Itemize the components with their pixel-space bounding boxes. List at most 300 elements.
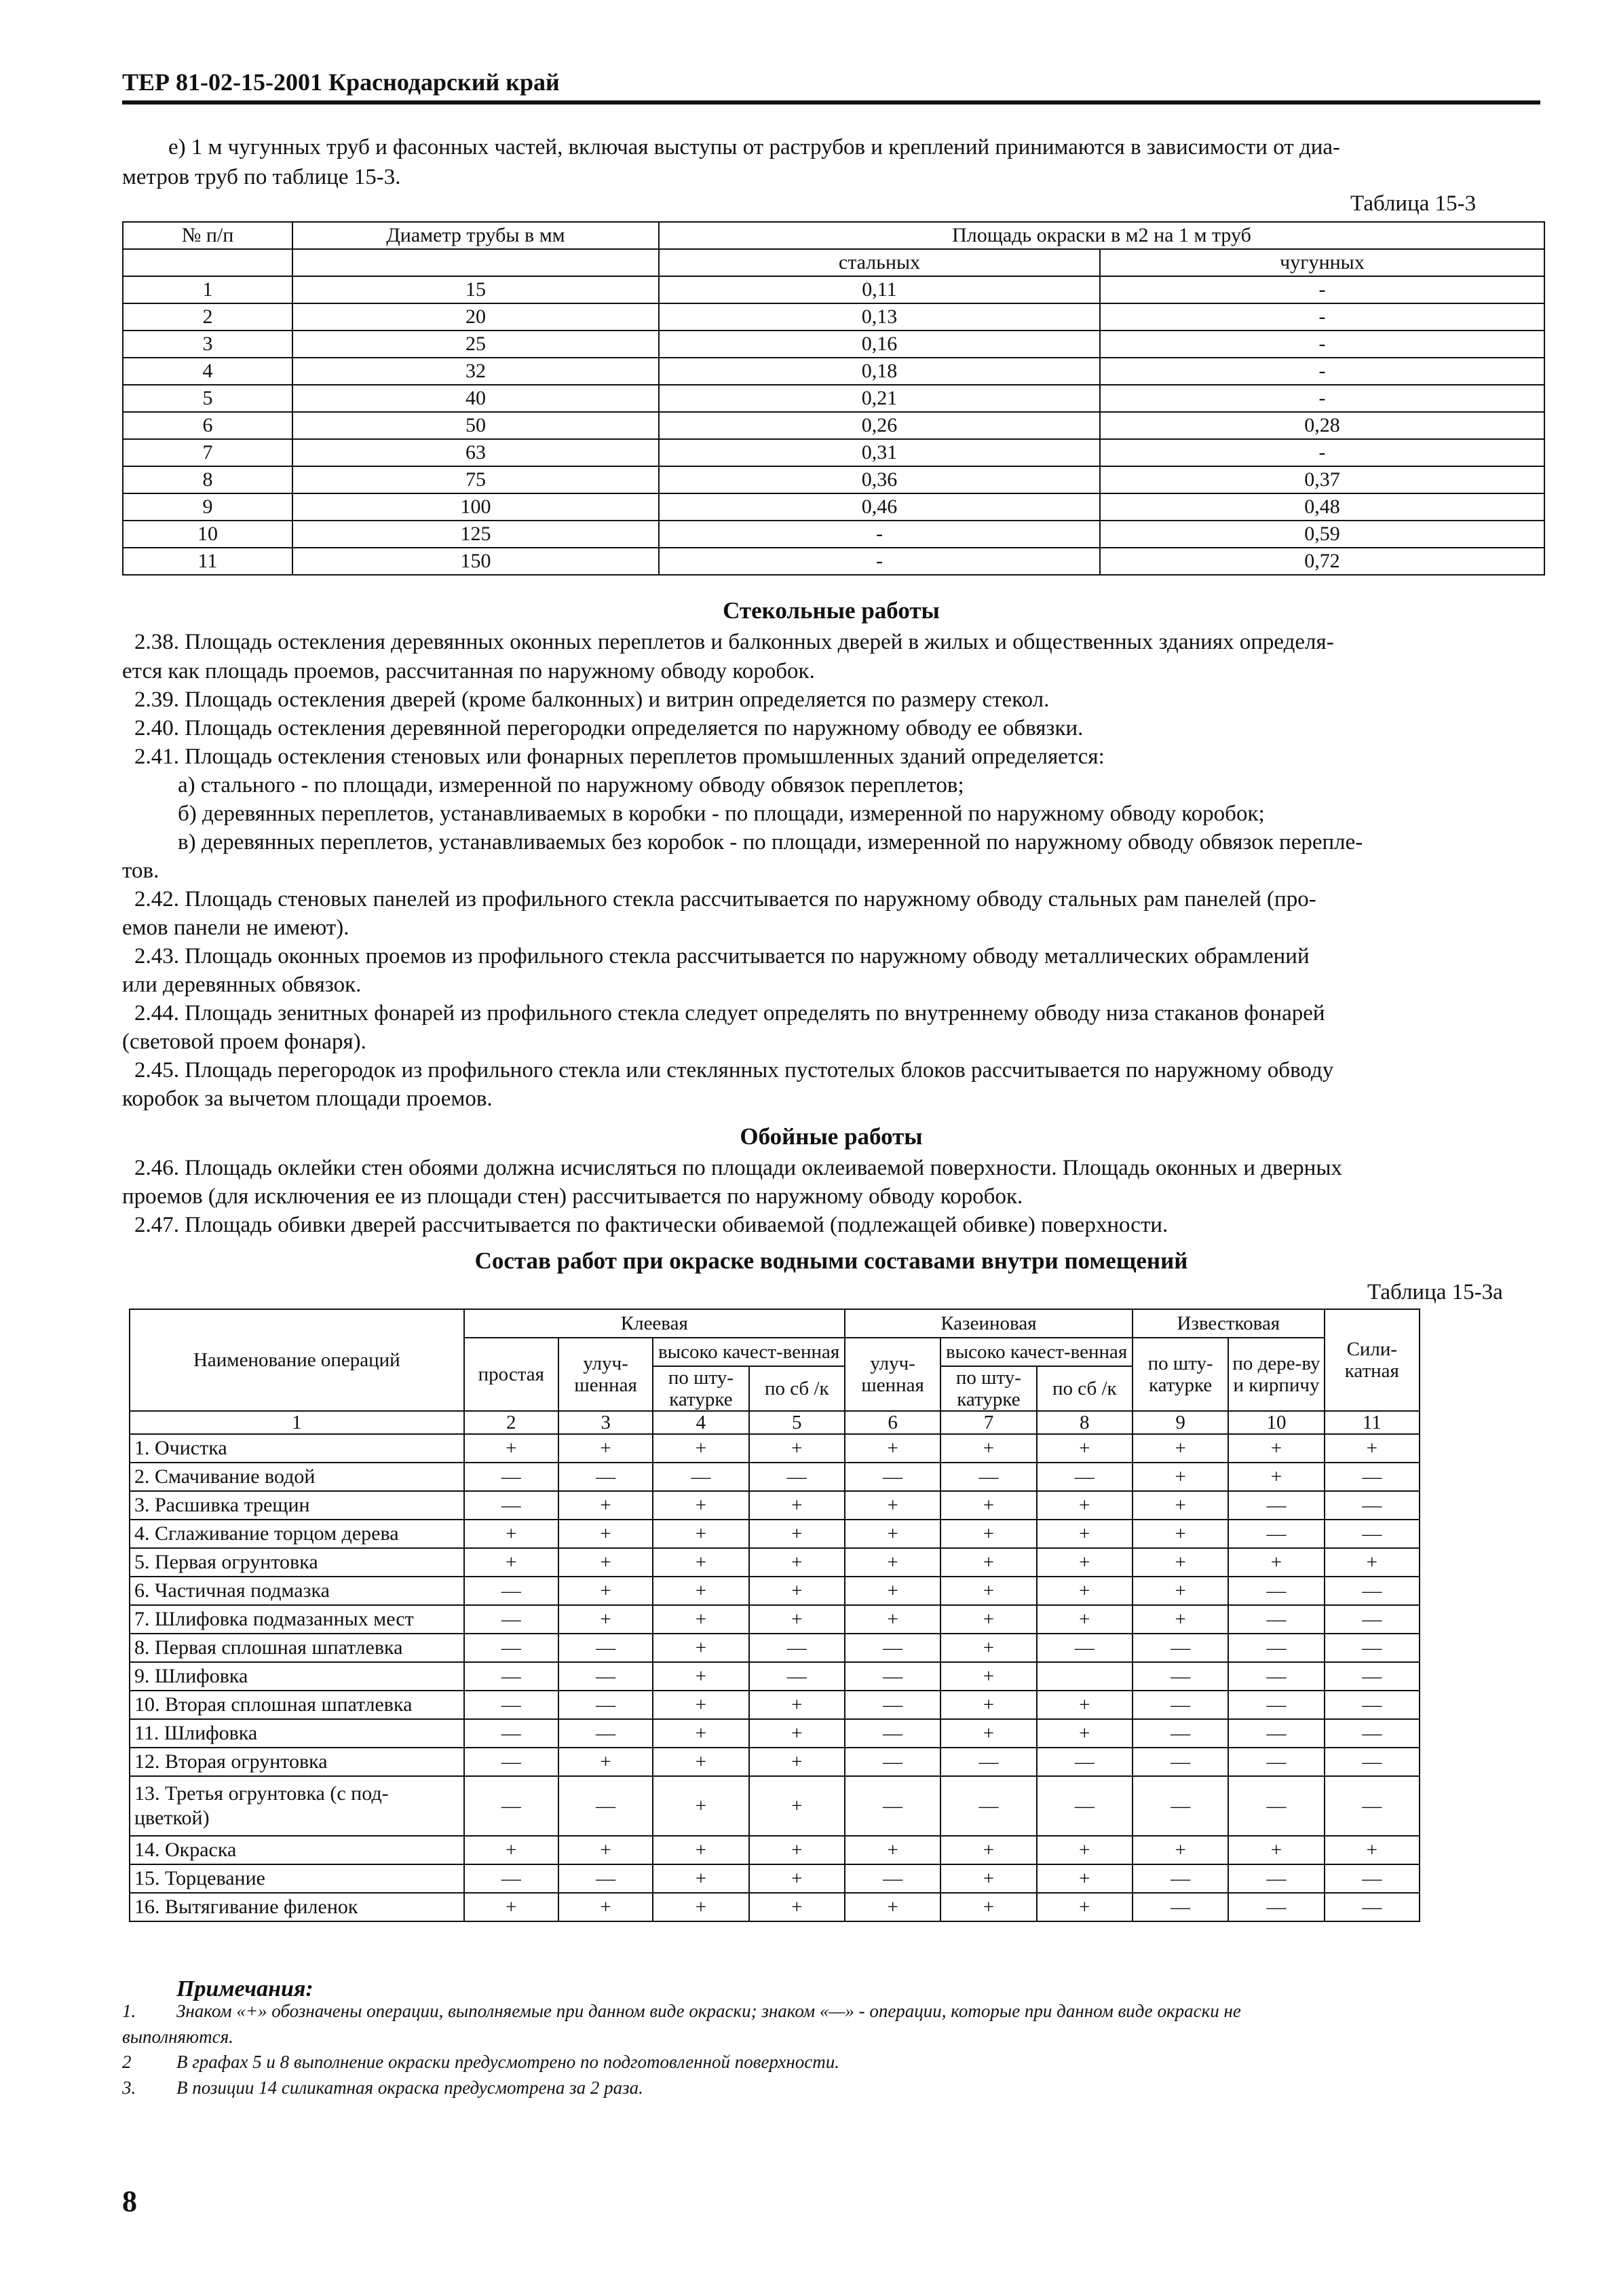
running-header: ТЕР 81-02-15-2001 Краснодарский край [122,69,560,96]
table-row [130,1577,1420,1605]
mark-cell: — [558,1719,653,1748]
mark-cell: + [845,1434,940,1463]
header-num: № п/п [123,222,292,249]
mark-cell: + [1037,1836,1133,1864]
mark-cell: + [653,1577,748,1605]
text-line: 2.43. Площадь оконных проемов из профильного стекла рассчитывается по наружному обводу металлических обрамлений [134,944,1310,968]
mark-cell: — [1133,1748,1228,1776]
header-casein-plaster: по шту-катурке [940,1366,1036,1411]
cell-steel: 0,11 [659,276,1100,303]
column-number: 10 [1228,1411,1324,1434]
mark-cell: — [1133,1893,1228,1921]
cell-num: 10 [123,521,292,548]
mark-cell: + [653,1605,748,1634]
mark-cell: — [1325,1719,1420,1748]
page-number: 8 [122,2185,137,2218]
cell-num: 4 [123,358,292,385]
table-row [130,1748,1420,1776]
mark-cell: + [464,1548,558,1577]
cell-diameter: 125 [292,521,659,548]
note-number: 1. [122,2001,136,2021]
mark-cell: + [558,1577,653,1605]
mark-cell: — [464,1491,558,1520]
wallpaper-section-title: Обойные работы [740,1123,923,1150]
column-number: 3 [558,1411,653,1434]
mark-cell: + [1228,1836,1324,1864]
mark-cell: + [1133,1463,1228,1491]
mark-cell: — [464,1662,558,1691]
mark-cell: + [749,1520,845,1548]
table-row [130,1662,1420,1691]
mark-cell: + [1228,1434,1324,1463]
header-lime-plaster: по шту-катурке [1133,1338,1228,1411]
note-item [122,1999,1540,2023]
mark-cell: + [845,1491,940,1520]
text-line: 2.47. Площадь обивки дверей рассчитывается по фактически обиваемой (подлежащей обивке) поверхности. [134,1213,1168,1237]
note-item [122,2050,1540,2074]
mark-cell: + [653,1864,748,1893]
mark-cell: + [749,1893,845,1921]
column-number: 11 [1325,1411,1420,1434]
mark-cell: — [940,1748,1036,1776]
mark-cell: + [653,1836,748,1864]
table-row [130,1864,1420,1893]
cell-steel: 0,18 [659,358,1100,385]
cell-diameter: 50 [292,412,659,439]
table-row [123,521,1544,548]
mark-cell: — [1325,1491,1420,1520]
mark-cell: + [1037,1691,1133,1719]
mark-cell [1037,1662,1133,1691]
cell-steel: 0,31 [659,439,1100,466]
mark-cell: — [464,1463,558,1491]
text-line: (световой проем фонаря). [122,1030,366,1054]
cell-num: 7 [123,439,292,466]
mark-cell: + [940,1836,1036,1864]
header-diameter: Диаметр трубы в мм [292,222,659,249]
cell-diameter: 100 [292,493,659,521]
mark-cell: — [464,1776,558,1836]
mark-cell: + [558,1434,653,1463]
pipe-area-table [122,221,1545,576]
cell-num: 5 [123,385,292,412]
cell-steel: 0,21 [659,385,1100,412]
mark-cell: — [1325,1776,1420,1836]
table-row [123,466,1544,493]
mark-cell: + [653,1520,748,1548]
cell-diameter: 32 [292,358,659,385]
header-steel: стальных [659,249,1100,276]
text-line: б) деревянных переплетов, устанавливаемых в коробки - по площади, измеренной по наружному обводу коробок; [178,802,1265,826]
cell-num: 1 [123,276,292,303]
mark-cell: — [558,1776,653,1836]
mark-cell: + [1037,1491,1133,1520]
operation-name: 4. Сглаживание торцом дерева [130,1520,464,1548]
mark-cell: + [940,1548,1036,1577]
mark-cell: + [1228,1548,1324,1577]
mark-cell: + [749,1864,845,1893]
text-line: 2.41. Площадь остекления стеновых или фонарных переплетов промышленных зданий определяется: [134,745,1105,769]
text-line: 2.42. Площадь стеновых панелей из профильного стекла рассчитывается по наружному обводу стальных рам панелей (про- [134,887,1316,911]
mark-cell: — [1228,1748,1324,1776]
cell-steel: 0,16 [659,331,1100,358]
mark-cell: — [1037,1748,1133,1776]
text-line: емов панели не имеют). [122,916,349,940]
mark-cell: + [749,1491,845,1520]
table-row [130,1893,1420,1921]
mark-cell: — [1133,1776,1228,1836]
mark-cell: — [1133,1719,1228,1748]
cell-cast: - [1100,358,1544,385]
operation-name: 6. Частичная подмазка [130,1577,464,1605]
mark-cell: + [845,1605,940,1634]
operation-name: 7. Шлифовка подмазанных мест [130,1605,464,1634]
cell-cast: 0,59 [1100,521,1544,548]
mark-cell: — [845,1719,940,1748]
mark-cell: + [749,1548,845,1577]
table-row [123,439,1544,466]
mark-cell: + [940,1662,1036,1691]
cell-cast: - [1100,439,1544,466]
text-line: а) стального - по площади, измеренной по наружному обводу обвязок переплетов; [178,773,964,797]
cell-steel: - [659,548,1100,575]
operation-name: 13. Третья огрунтовка (с под-цветкой) [130,1776,464,1836]
mark-cell: + [845,1836,940,1864]
mark-cell: + [653,1748,748,1776]
mark-cell: + [558,1893,653,1921]
mark-cell: + [749,1577,845,1605]
mark-cell: + [1037,1893,1133,1921]
operation-name: 14. Окраска [130,1836,464,1864]
mark-cell: — [845,1634,940,1662]
operation-name: 11. Шлифовка [130,1719,464,1748]
mark-cell: — [1325,1605,1420,1634]
mark-cell: + [940,1520,1036,1548]
header-area: Площадь окраски в м2 на 1 м труб [659,222,1544,249]
mark-cell: — [558,1662,653,1691]
column-number: 6 [845,1411,940,1434]
mark-cell: + [1325,1836,1420,1864]
cell-num: 8 [123,466,292,493]
header-glue-improved: улуч-шенная [558,1338,653,1411]
operation-name: 12. Вторая огрунтовка [130,1748,464,1776]
header-lime-wood: по дере-ву и кирпичу [1228,1338,1324,1411]
note-item [122,2075,1540,2100]
text-line: проемов (для исключения ее из площади стен) рассчитывается по наружному обводу коробок. [122,1184,1023,1209]
cell-diameter: 20 [292,303,659,331]
mark-cell: + [1037,1577,1133,1605]
text-line: 2.40. Площадь остекления деревянной перегородки определяется по наружному обводу ее обвязки. [134,716,1084,740]
mark-cell: — [1325,1748,1420,1776]
cell-cast: - [1100,331,1544,358]
mark-cell: + [1133,1548,1228,1577]
mark-cell: + [653,1662,748,1691]
mark-cell: — [1325,1893,1420,1921]
cell-cast: 0,72 [1100,548,1544,575]
table2-title: Состав работ при окраске водными составами внутри помещений [474,1247,1188,1274]
mark-cell: + [1037,1864,1133,1893]
column-number: 9 [1133,1411,1228,1434]
table-row [130,1548,1420,1577]
mark-cell: + [940,1893,1036,1921]
mark-cell: — [464,1864,558,1893]
mark-cell: + [1228,1463,1324,1491]
mark-cell: — [845,1463,940,1491]
mark-cell: — [1133,1634,1228,1662]
mark-cell: + [940,1491,1036,1520]
mark-cell: + [558,1491,653,1520]
header-simple: простая [464,1338,558,1411]
header-casein-high: высоко качест-венная [940,1338,1133,1366]
mark-cell: + [653,1434,748,1463]
painting-operations-table [129,1309,1420,1922]
mark-cell: — [1037,1634,1133,1662]
table-row [130,1520,1420,1548]
mark-cell: — [464,1748,558,1776]
mark-cell: + [464,1520,558,1548]
mark-cell: + [1037,1719,1133,1748]
mark-cell: — [1037,1776,1133,1836]
cell-cast: 0,28 [1100,412,1544,439]
operation-name: 8. Первая сплошная шпатлевка [130,1634,464,1662]
mark-cell: + [845,1520,940,1548]
column-number: 2 [464,1411,558,1434]
mark-cell: + [1325,1434,1420,1463]
cell-cast: - [1100,385,1544,412]
column-number: 4 [653,1411,748,1434]
mark-cell: + [749,1836,845,1864]
header-casein: Казеиновая [845,1309,1133,1338]
column-number: 5 [749,1411,845,1434]
header-empty [123,249,292,276]
operation-name: 3. Расшивка трещин [130,1491,464,1520]
table-row [130,1434,1420,1463]
mark-cell: — [1228,1864,1324,1893]
table-row [130,1719,1420,1748]
cell-cast: 0,48 [1100,493,1544,521]
glass-section-title: Стекольные работы [723,597,940,624]
mark-cell: — [845,1662,940,1691]
cell-diameter: 150 [292,548,659,575]
mark-cell: — [464,1691,558,1719]
header-empty [292,249,659,276]
mark-cell: + [1133,1520,1228,1548]
mark-cell: — [1325,1691,1420,1719]
mark-cell: — [558,1463,653,1491]
mark-cell: — [464,1634,558,1662]
table-row [123,385,1544,412]
text-line: или деревянных обвязок. [122,973,362,997]
header-casein-improved: улуч-шенная [845,1338,940,1411]
mark-cell: + [749,1719,845,1748]
mark-cell: + [749,1748,845,1776]
mark-cell: — [749,1634,845,1662]
mark-cell: + [749,1691,845,1719]
table-row [130,1463,1420,1491]
mark-cell: — [558,1634,653,1662]
table-row [130,1605,1420,1634]
mark-cell: + [845,1893,940,1921]
header-silicate: Сили-катная [1325,1309,1420,1411]
note-item [122,2025,1540,2049]
text-line: 2.44. Площадь зенитных фонарей из профильного стекла следует определять по внутреннему обводу низа стаканов фонарей [134,1001,1325,1025]
header-cast: чугунных [1100,249,1544,276]
mark-cell: + [653,1491,748,1520]
intro-line-1: е) 1 м чугунных труб и фасонных частей, включая выступы от раструбов и креплений принимаются в зависимости от диа- [168,135,1341,159]
mark-cell: — [1228,1776,1324,1836]
mark-cell: — [1228,1893,1324,1921]
text-line: в) деревянных переплетов, устанавливаемых без коробок - по площади, измеренной по наружному обводу обвязок переплe- [178,830,1363,854]
mark-cell: + [558,1836,653,1864]
text-line: 2.46. Площадь оклейки стен обоями должна исчисляться по площади оклеиваемой поверхности. Площадь оконных и дверных [134,1156,1342,1180]
mark-cell: — [845,1776,940,1836]
mark-cell: + [653,1548,748,1577]
note-number: 3. [122,2077,136,2098]
mark-cell: + [845,1577,940,1605]
header-casein-sb: по сб /к [1037,1366,1133,1411]
mark-cell: — [1325,1577,1420,1605]
cell-cast: 0,37 [1100,466,1544,493]
table-row [123,331,1544,358]
note-text: выполняются. [122,2027,233,2047]
mark-cell: + [464,1893,558,1921]
note-text: В позиции 14 силикатная окраска предусмотрена за 2 раза. [176,2077,643,2098]
mark-cell: — [1228,1491,1324,1520]
mark-cell: + [464,1434,558,1463]
table-row [130,1634,1420,1662]
mark-cell: + [1133,1434,1228,1463]
table-row [130,1836,1420,1864]
mark-cell: — [1325,1662,1420,1691]
mark-cell: + [1133,1577,1228,1605]
cell-num: 11 [123,548,292,575]
mark-cell: + [558,1748,653,1776]
mark-cell: + [749,1605,845,1634]
text-line: 2.45. Площадь перегородок из профильного стекла или стеклянных пустотелых блоков рассчитывается по наружному обводу [134,1058,1334,1083]
mark-cell: — [940,1463,1036,1491]
operation-name: 15. Торцевание [130,1864,464,1893]
cell-cast: - [1100,303,1544,331]
mark-cell: + [558,1520,653,1548]
note-text: Знаком «+» обозначены операции, выполняемые при данном виде окраски; знаком «—» - операции, которые при данном виде окраски не [176,2001,1241,2021]
cell-num: 3 [123,331,292,358]
operation-name: 10. Вторая сплошная шпатлевка [130,1691,464,1719]
mark-cell: — [1228,1691,1324,1719]
cell-num: 9 [123,493,292,521]
table-row [130,1491,1420,1520]
mark-cell: — [845,1748,940,1776]
cell-steel: 0,36 [659,466,1100,493]
mark-cell: + [1037,1434,1133,1463]
text-line: 2.38. Площадь остекления деревянных оконных переплетов и балконных дверей в жилых и общественных зданиях определя- [134,630,1334,654]
mark-cell: + [749,1434,845,1463]
table-row [123,493,1544,521]
mark-cell: — [1325,1864,1420,1893]
mark-cell: — [558,1864,653,1893]
note-text: В графах 5 и 8 выполнение окраски предусмотрено по подготовленной поверхности. [176,2052,840,2072]
mark-cell: — [653,1463,748,1491]
mark-cell: + [653,1634,748,1662]
header-glue: Клеевая [464,1309,845,1338]
note-number: 2 [122,2052,132,2072]
mark-cell: + [940,1605,1036,1634]
mark-cell: + [845,1548,940,1577]
cell-diameter: 63 [292,439,659,466]
mark-cell: + [1133,1836,1228,1864]
header-glue-plaster: по шту-катурке [653,1366,748,1411]
text-line: тов. [122,859,159,883]
header-lime: Известковая [1133,1309,1325,1338]
mark-cell: — [1228,1719,1324,1748]
mark-cell: + [558,1605,653,1634]
header-glue-high: высоко качест-венная [653,1338,845,1366]
column-number: 1 [130,1411,464,1434]
cell-diameter: 75 [292,466,659,493]
operation-name: 9. Шлифовка [130,1662,464,1691]
mark-cell: + [1325,1548,1420,1577]
column-number: 7 [940,1411,1036,1434]
mark-cell: — [558,1691,653,1719]
mark-cell: — [749,1463,845,1491]
table-row [123,303,1544,331]
mark-cell: — [1228,1605,1324,1634]
cell-steel: 0,13 [659,303,1100,331]
operation-name: 5. Первая огрунтовка [130,1548,464,1577]
mark-cell: + [1133,1491,1228,1520]
mark-cell: — [1325,1634,1420,1662]
mark-cell: + [940,1691,1036,1719]
cell-diameter: 15 [292,276,659,303]
table-row [123,412,1544,439]
operation-name: 16. Вытягивание филенок [130,1893,464,1921]
table-row [123,548,1544,575]
mark-cell: — [749,1662,845,1691]
cell-steel: - [659,521,1100,548]
header-rule [122,100,1540,105]
cell-steel: 0,46 [659,493,1100,521]
mark-cell: — [1133,1864,1228,1893]
intro-line-2: метров труб по таблице 15-3. [122,165,401,189]
mark-cell: — [1228,1520,1324,1548]
column-number: 8 [1037,1411,1133,1434]
mark-cell: + [558,1548,653,1577]
mark-cell: + [749,1776,845,1836]
cell-cast: - [1100,276,1544,303]
mark-cell: + [653,1776,748,1836]
header-glue-sb: по сб /к [749,1366,845,1411]
cell-num: 2 [123,303,292,331]
mark-cell: — [464,1719,558,1748]
operation-name: 2. Смачивание водой [130,1463,464,1491]
notes-title: Примечания: [176,1976,313,2001]
mark-cell: + [940,1434,1036,1463]
mark-cell: — [1037,1463,1133,1491]
cell-steel: 0,26 [659,412,1100,439]
table-row [130,1776,1420,1836]
mark-cell: — [1228,1662,1324,1691]
mark-cell: + [1037,1548,1133,1577]
cell-num: 6 [123,412,292,439]
mark-cell: + [940,1864,1036,1893]
mark-cell: + [940,1634,1036,1662]
cell-diameter: 40 [292,385,659,412]
mark-cell: + [653,1719,748,1748]
mark-cell: + [1037,1605,1133,1634]
mark-cell: + [940,1577,1036,1605]
mark-cell: — [1133,1662,1228,1691]
mark-cell: — [464,1577,558,1605]
cell-diameter: 25 [292,331,659,358]
